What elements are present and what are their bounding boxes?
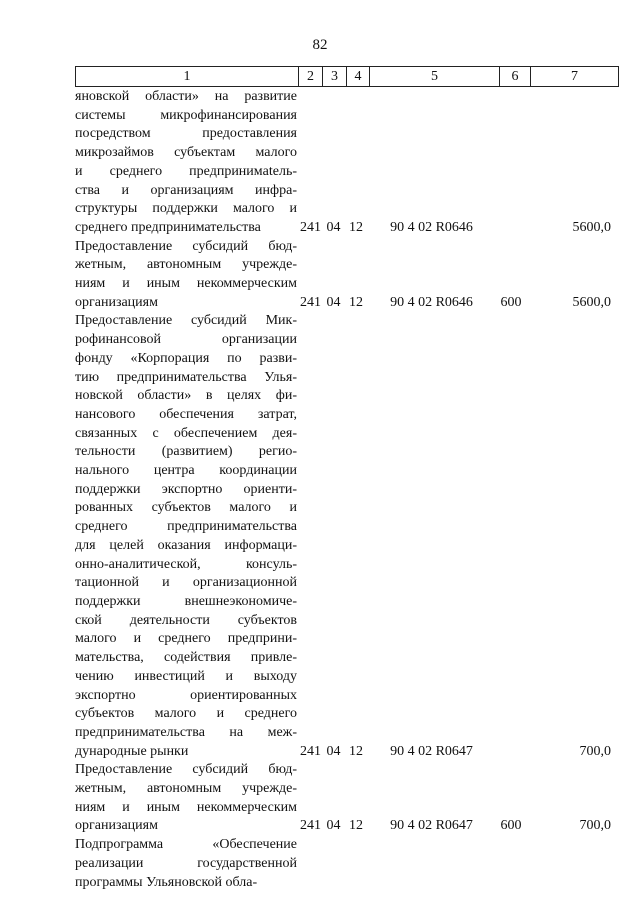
ministry-code: 241 — [300, 219, 321, 235]
description-line: среднего предпринимательства — [75, 219, 261, 235]
expense-type-code — [496, 219, 526, 238]
subsection-code: 12 — [349, 219, 363, 235]
description-line: для целей оказания информаци- — [75, 537, 297, 553]
description-line: Предоставление субсидий Мик- — [75, 313, 297, 329]
description-line: предпринимательства на меж- — [75, 724, 297, 740]
description-line: ства и организациям инфра- — [75, 182, 297, 198]
row-description — [75, 88, 297, 238]
description-line: программы Ульяновской обла- — [75, 874, 258, 890]
target-article-code: 90 4 02 R0647 — [390, 818, 473, 834]
target-article-code: 90 4 02 R0647 — [390, 743, 473, 759]
target-article-code: 90 4 02 R0646 — [390, 294, 473, 310]
description-line: рофинансовой организации — [75, 332, 297, 348]
column-header-row — [76, 67, 619, 87]
description-line: Подпрограмма «Обеспечение — [75, 837, 297, 853]
column-header-5: 5 — [370, 67, 500, 87]
column-header-4: 4 — [347, 67, 370, 87]
row-codes — [297, 817, 611, 836]
description-line: связанных с обеспечением дея- — [75, 425, 297, 441]
amount-value: 700,0 — [579, 743, 611, 759]
subsection-code: 12 — [349, 818, 363, 834]
description-line: организациям — [75, 294, 158, 310]
table-row — [75, 761, 611, 836]
table-row — [75, 312, 611, 761]
description-line: реализации государственной — [75, 855, 297, 871]
description-line: яновской области» на развитие — [75, 89, 297, 104]
description-line: Предоставление субсидий бюд- — [75, 238, 297, 254]
row-codes — [297, 743, 611, 762]
budget-table-body — [75, 88, 611, 892]
row-description — [75, 761, 297, 836]
description-line: тационной и организационной — [75, 575, 297, 591]
target-article-code: 90 4 02 R0646 — [390, 219, 473, 235]
column-header-table — [75, 66, 619, 87]
description-line: ниям и иным некоммерческим — [75, 276, 297, 292]
description-line: посредством предоставления — [75, 126, 297, 142]
description-line: нального центра координации — [75, 463, 297, 479]
row-codes — [297, 294, 611, 313]
page-number: 82 — [312, 37, 328, 53]
amount-value: 5600,0 — [572, 219, 611, 235]
amount-value: 700,0 — [579, 818, 611, 834]
expense-type-code — [496, 743, 526, 762]
subsection-code: 12 — [349, 294, 363, 310]
description-line: организациям — [75, 818, 158, 834]
column-header-3: 3 — [323, 67, 347, 87]
column-header-7: 7 — [531, 67, 619, 87]
column-header-6: 6 — [500, 67, 531, 87]
description-line: экспортно ориентированных — [75, 687, 297, 703]
description-line: поддержки внешнеэкономиче- — [75, 593, 297, 609]
description-line: дународные рынки — [75, 743, 189, 759]
column-header-2: 2 — [299, 67, 323, 87]
row-description — [75, 238, 297, 313]
description-line: жетным, автономным учрежде- — [75, 257, 297, 273]
section-code: 04 — [326, 818, 341, 834]
section-code: 04 — [326, 219, 341, 235]
description-line: тию предпринимательства Улья- — [75, 369, 297, 385]
description-line: тельности (развитием) регио- — [75, 444, 297, 460]
description-line: жетным, автономным учрежде- — [75, 781, 297, 797]
description-line: онно-аналитической, консуль- — [75, 556, 297, 572]
description-line: мательства, содействия привле- — [75, 650, 297, 666]
description-line: фонду «Корпорация по разви- — [75, 350, 297, 366]
amount-value: 5600,0 — [572, 294, 611, 310]
description-line: системы микрофинансирования — [75, 107, 297, 123]
description-line: поддержки экспортно ориенти- — [75, 481, 297, 497]
column-header-1: 1 — [76, 67, 299, 87]
section-code: 04 — [326, 743, 341, 759]
row-codes — [297, 219, 611, 238]
description-line: субъектов малого и среднего — [75, 706, 297, 722]
expense-type-code: 600 — [500, 294, 522, 310]
description-line: и среднего предпринимatель- — [75, 163, 297, 179]
row-description — [75, 836, 297, 892]
description-line: микрозаймов субъектам малого — [75, 145, 297, 161]
ministry-code: 241 — [300, 294, 321, 310]
description-line: чению инвестиций и выходу — [75, 668, 297, 684]
table-row — [75, 836, 611, 892]
description-line: малого и среднего предприни- — [75, 631, 297, 647]
expense-type-code: 600 — [500, 818, 522, 834]
ministry-code: 241 — [300, 818, 321, 834]
subsection-code: 12 — [349, 743, 363, 759]
description-line: среднего предпринимательства — [75, 519, 297, 535]
description-line: ской деятельности субъектов — [75, 612, 297, 628]
table-row — [75, 238, 611, 313]
description-line: ниям и иным некоммерческим — [75, 799, 297, 815]
section-code: 04 — [326, 294, 341, 310]
ministry-code: 241 — [300, 743, 321, 759]
description-line: новской области» в целях фи- — [75, 388, 297, 404]
description-line: Предоставление субсидий бюд- — [75, 762, 297, 778]
description-line: структуры поддержки малого и — [75, 201, 297, 217]
description-line: рованных субъектов малого и — [75, 500, 297, 516]
description-line: нансового обеспечения затрат, — [75, 406, 297, 422]
row-description — [75, 312, 297, 761]
table-row — [75, 88, 611, 238]
